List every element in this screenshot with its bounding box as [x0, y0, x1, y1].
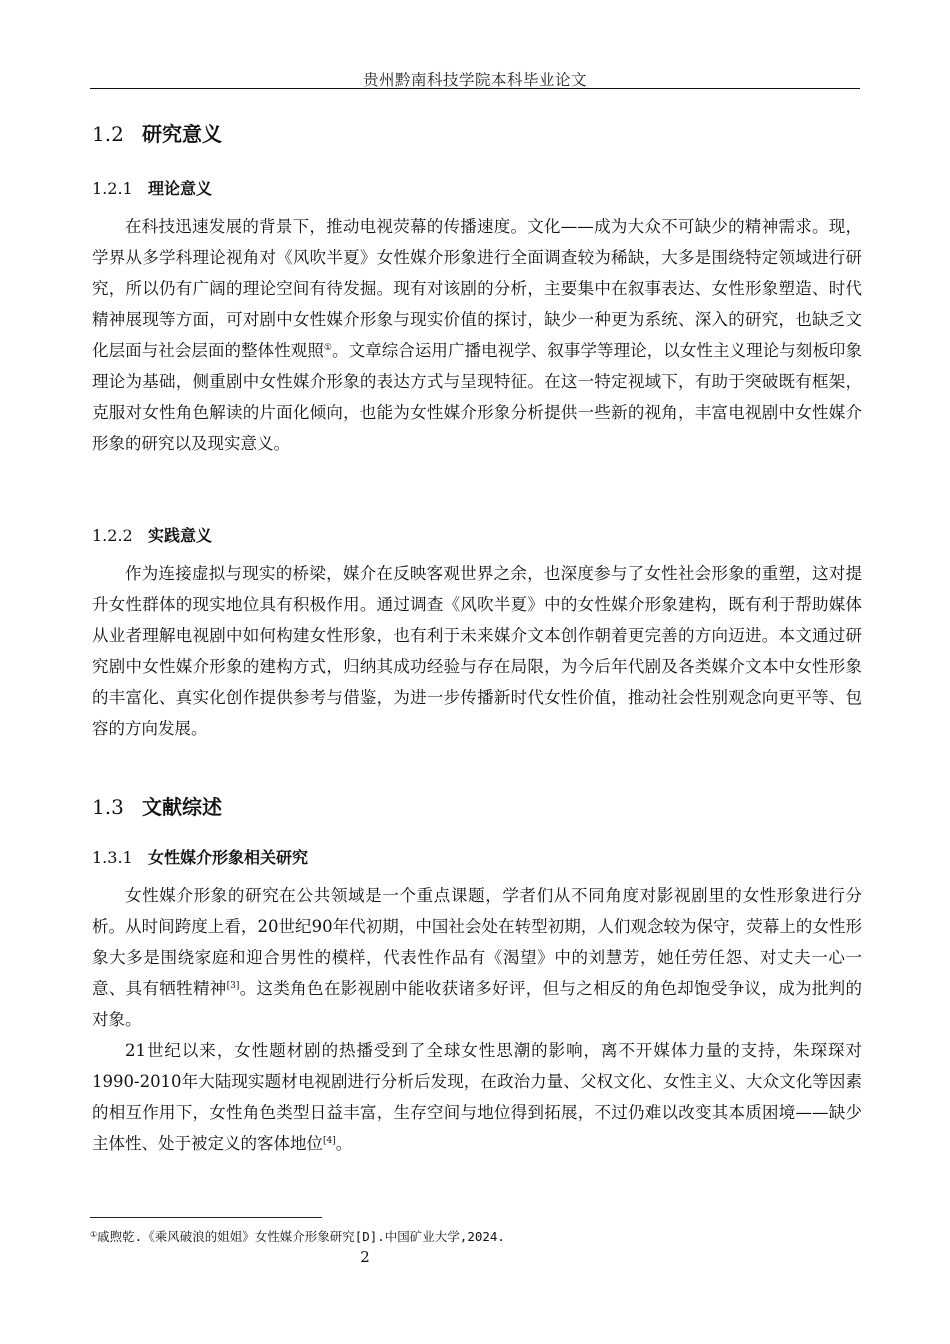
subsection-heading-1-2-2	[92, 523, 212, 546]
section-number: 1.3	[92, 795, 124, 819]
section-title: 文献综述	[142, 795, 222, 819]
running-header: 贵州黔南科技学院本科毕业论文	[362, 71, 587, 89]
page-number: 2	[360, 1248, 370, 1266]
paragraph-theoretical-significance	[92, 211, 862, 459]
section-number: 1.2	[92, 122, 124, 146]
section-heading-1-2	[92, 118, 222, 147]
paragraph-text-tail: 。文章综合运用广播电视学、叙事学等理论，以女性主义理论与刻板印象理论为基础，侧重剧中女性媒介形象的表达方式与呈现特征。在这一特定视域下，有助于突破既有框架，克服对女性角色解读的片面化倾向，也能为女性媒介形象分析提供一些新的视角，丰富电视剧中女性媒介形象的研究以及现实意义。	[92, 341, 863, 453]
subsection-number: 1.3.1	[92, 848, 133, 867]
paragraph-text-tail: 。这类角色在影视剧中能收获诸多好评，但与之相反的角色却饱受争议，成为批判的对象。	[92, 979, 863, 1029]
paragraph-text: 在科技迅速发展的背景下，推动电视荧幕的传播速度。文化——成为大众不可缺少的精神需求。现，学界从多学科理论视角对《风吹半夏》女性媒介形象进行全面调查较为稀缺，大多是围绕特定领域进行研究，所以仍有广阔的理论空间有待发掘。现有对该剧的分析，主要集中在叙事表达、女性形象塑造、时代精神展现等方面，可对剧中女性媒介形象与现实价值的探讨，缺少一种更为系统、深入的研究，也缺乏文化层面与社会层面的整体性观照	[92, 217, 862, 360]
footnote	[90, 1227, 505, 1245]
citation-ref: [3]	[226, 981, 240, 991]
subsection-heading-1-2-1	[92, 176, 212, 199]
section-title: 研究意义	[142, 122, 222, 146]
paragraph-text: 作为连接虚拟与现实的桥梁，媒介在反映客观世界之余，也深度参与了女性社会形象的重塑，这对提升女性群体的现实地位具有积极作用。通过调查《风吹半夏》中的女性媒介形象建构，既有利于帮助媒体从业者理解电视剧中如何构建女性形象，也有利于未来媒介文本创作朝着更完善的方向迈进。本文通过研究剧中女性媒介形象的建构方式，归纳其成功经验与存在局限，为今后年代剧及各类媒介文本中女性形象的丰富化、真实化创作提供参考与借鉴，为进一步传播新时代女性价值，推动社会性别观念向更平等、包容的方向发展。	[92, 564, 862, 738]
footnote-ref: ①	[323, 343, 333, 353]
footnote-separator	[90, 1217, 322, 1218]
paragraph-text-tail: 。	[335, 1134, 353, 1153]
subsection-title: 理论意义	[148, 179, 213, 198]
subsection-title: 实践意义	[148, 526, 213, 545]
header-rule	[90, 88, 860, 89]
footnote-mark: ①	[90, 1230, 98, 1239]
paragraph-literature-1	[92, 880, 862, 1035]
paragraph-text: 女性媒介形象的研究在公共领域是一个重点课题，学者们从不同角度对影视剧里的女性形象进行分析。从时间跨度上看，20世纪90年代初期，中国社会处在转型初期，人们观念较为保守，荧幕上的女性形象大多是围绕家庭和迎合男性的模样，代表性作品有《渴望》中的刘慧芳，她任劳任怨、对丈夫一心一意、具有牺牲精神	[92, 886, 862, 998]
paragraph-literature-2	[92, 1035, 862, 1159]
section-heading-1-3	[92, 791, 222, 820]
footnote-text: 戚煦乾.《乘风破浪的姐姐》女性媒介形象研究[D].中国矿业大学,2024.	[97, 1229, 505, 1244]
citation-ref: [4]	[323, 1136, 336, 1146]
subsection-number: 1.2.1	[92, 179, 133, 198]
paragraph-practical-significance	[92, 558, 862, 744]
subsection-heading-1-3-1	[92, 845, 308, 868]
subsection-title: 女性媒介形象相关研究	[148, 848, 309, 867]
subsection-number: 1.2.2	[92, 526, 133, 545]
paragraph-text: 21世纪以来，女性题材剧的热播受到了全球女性思潮的影响，离不开媒体力量的支持，朱琛琛对1990-2010年大陆现实题材电视剧进行分析后发现，在政治力量、父权文化、女性主义、大众文化等因素的相互作用下，女性角色类型日益丰富，生存空间与地位得到拓展，不过仍难以改变其本质困境——缺少主体性、处于被定义的客体地位	[92, 1041, 862, 1153]
